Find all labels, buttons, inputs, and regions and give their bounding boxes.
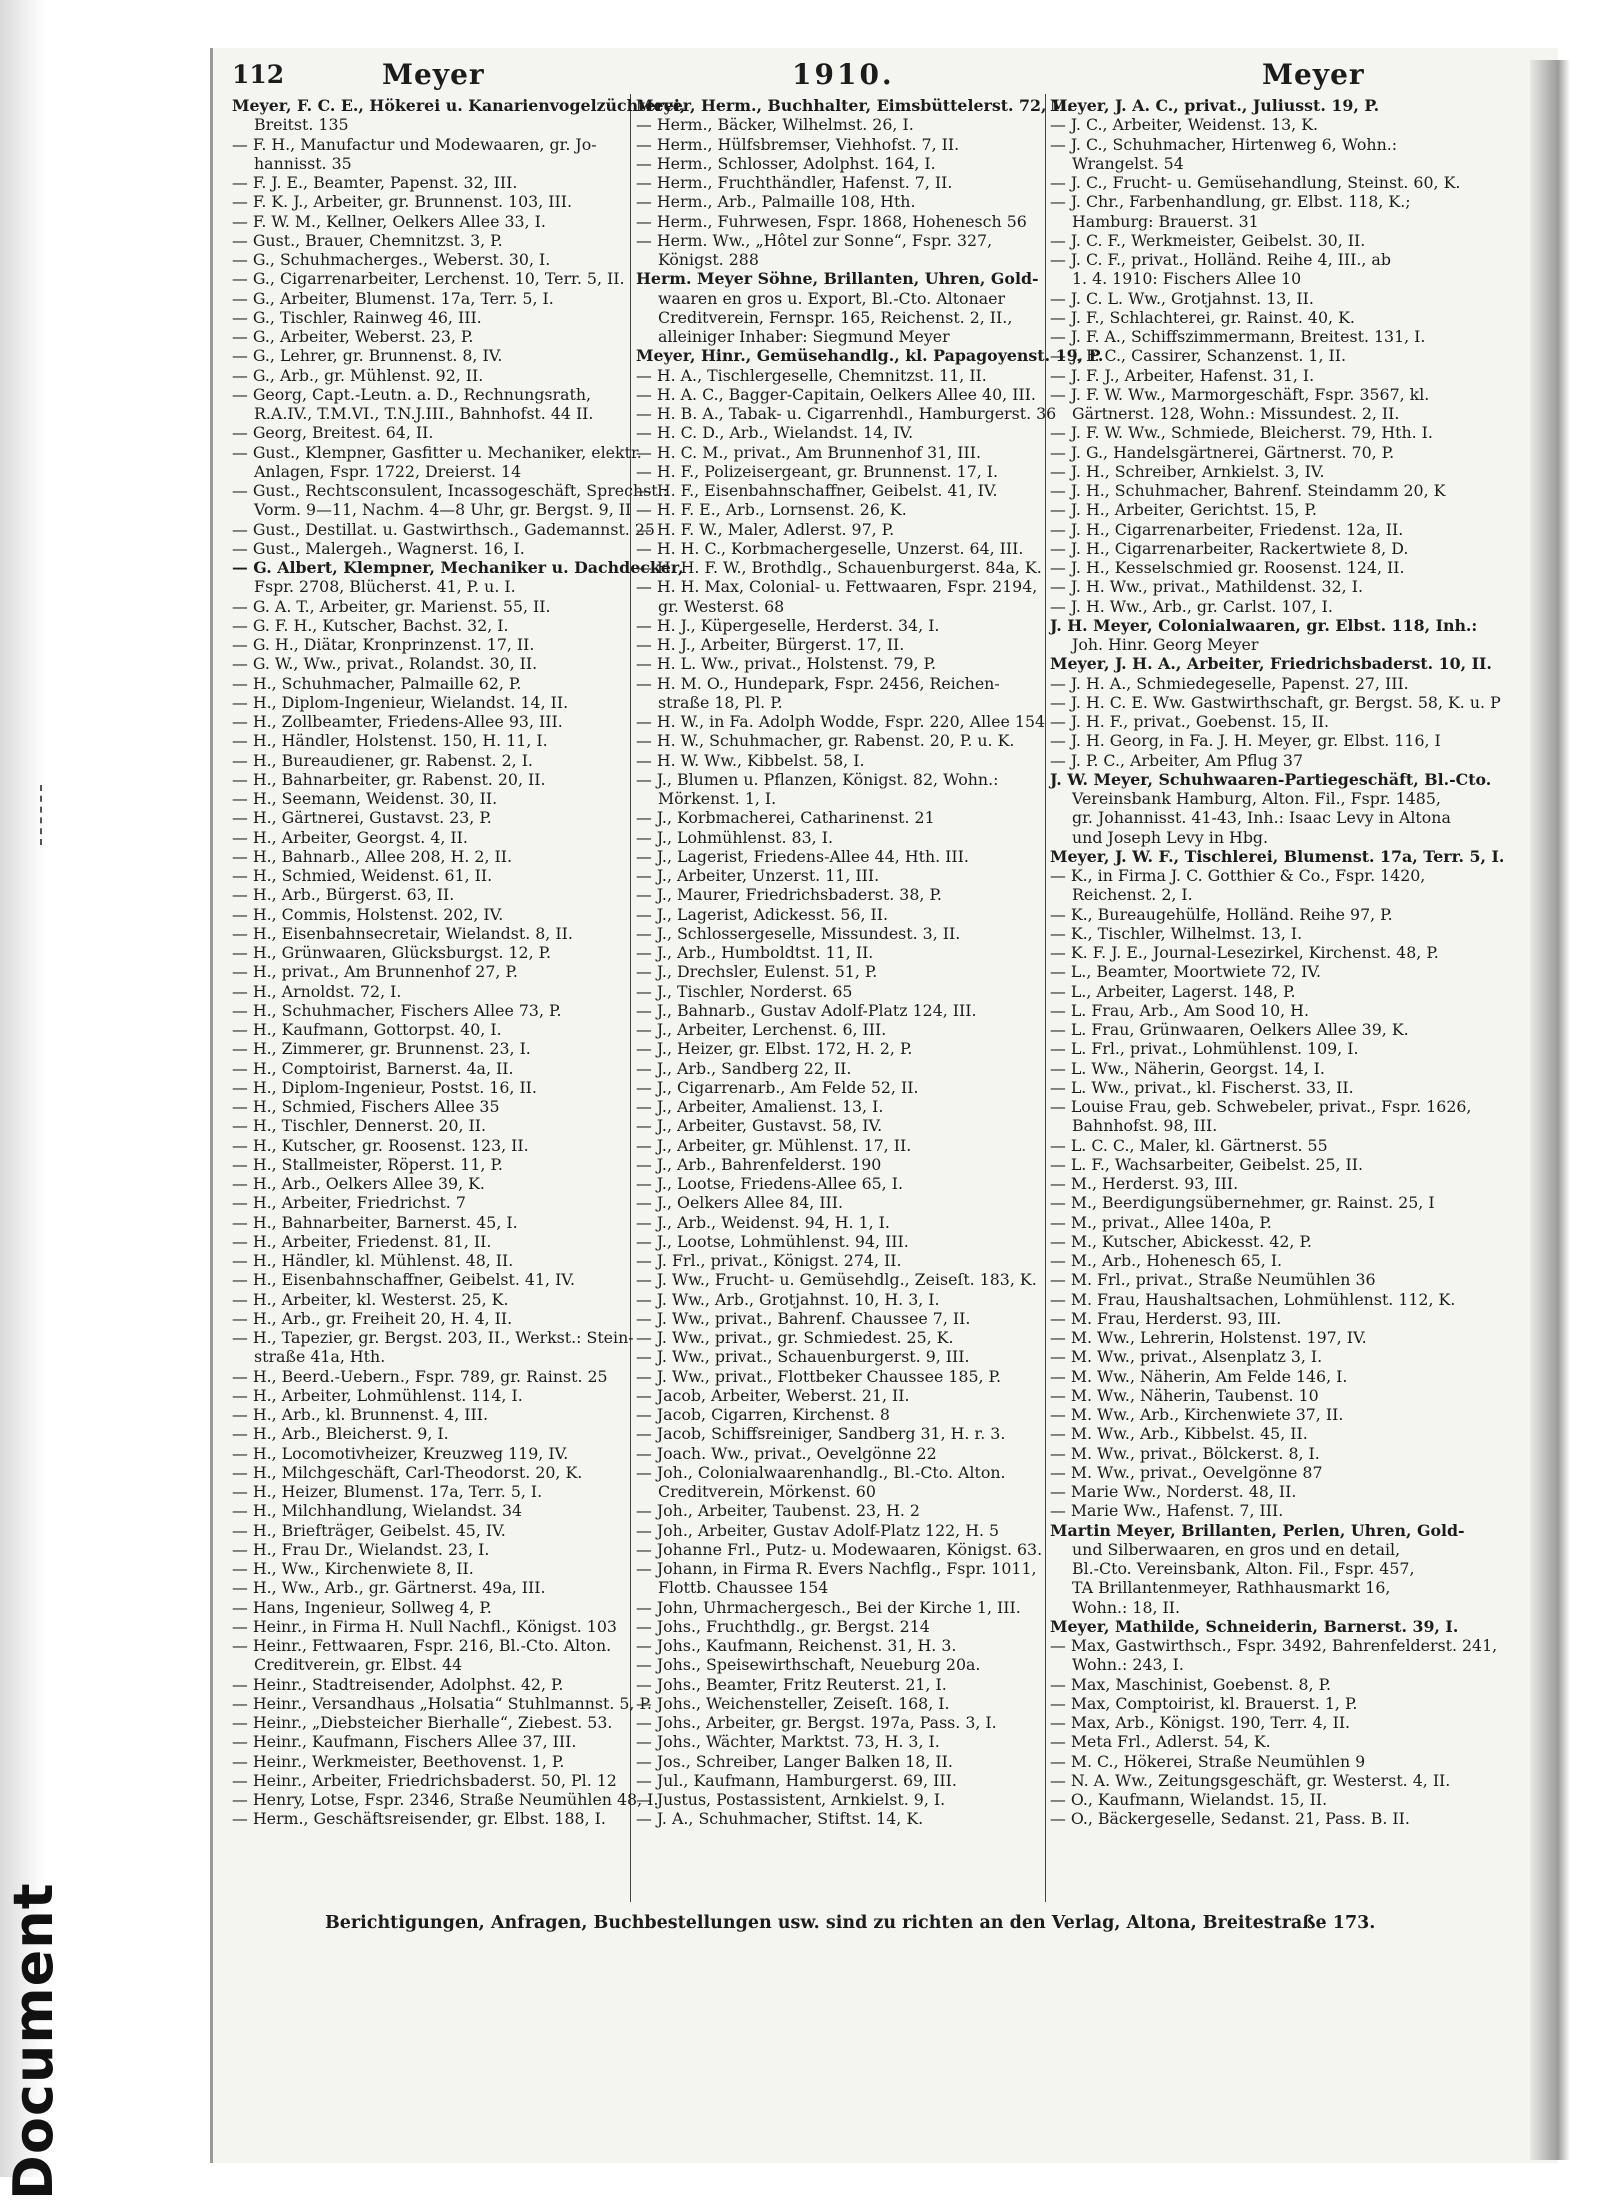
directory-entry-line: — H., Milchgeschäft, Carl-Theodorst. 20, K.: [232, 1462, 583, 1482]
directory-entry-line: — H., Händler, Holstenst. 150, H. 11, I.: [232, 731, 548, 751]
directory-entry-line: — J., Korbmacherei, Catharinenst. 21: [636, 808, 935, 828]
directory-entry-line: J. H. Meyer, Colonialwaaren, gr. Elbst. 118, Inh.:: [1050, 615, 1478, 635]
directory-entry-line: — J. H., Cigarrenarbeiter, Friedenst. 12a, II.: [1050, 519, 1404, 539]
directory-entry-line: — H. F., Eisenbahnschaffner, Geibelst. 41, IV.: [636, 481, 998, 500]
directory-entry-line: — Gust., Malergeh., Wagnerst. 16, I.: [232, 538, 525, 558]
directory-entry-line: — H., Comptoirist, Barnerst. 4a, II.: [232, 1058, 514, 1078]
directory-entry-line: — H., Gärtnerei, Gustavst. 23, P.: [232, 808, 492, 828]
directory-entry-line: — H., Stallmeister, Röperst. 11, P.: [232, 1154, 503, 1174]
directory-entry-line: — M. Ww., Lehrerin, Holstenst. 197, IV.: [1050, 1328, 1367, 1347]
directory-entry-line: — H., Arb., Bürgerst. 63, II.: [232, 885, 455, 905]
directory-entry-line: — J. C., Arbeiter, Weidenst. 13, K.: [1050, 115, 1319, 135]
directory-entry-line: TA Brillantenmeyer, Rathhausmarkt 16,: [1072, 1578, 1391, 1598]
directory-entry-line: Meyer, J. H. A., Arbeiter, Friedrichsbaderst. 10, II.: [1050, 654, 1492, 674]
directory-entry-line: — J. Frl., privat., Königst. 274, II.: [636, 1251, 902, 1270]
directory-entry-line: — J., Maurer, Friedrichsbaderst. 38, P.: [636, 885, 942, 905]
directory-entry-line: — John, Uhrmachergesch., Bei der Kirche 1, III.: [636, 1597, 1021, 1617]
directory-entry-line: — Herm. Ww., „Hôtel zur Sonne“, Fspr. 327,: [636, 230, 993, 250]
directory-entry-line: — H., Kaufmann, Gottorpst. 40, I.: [232, 1020, 502, 1039]
directory-entry-line: — H., Zimmerer, gr. Brunnenst. 23, I.: [232, 1039, 531, 1059]
directory-entry-line: — Herm., Geschäftsreisender, gr. Elbst. 188, I.: [232, 1809, 606, 1829]
directory-entry-line: — G. H., Diätar, Kronprinzenst. 17, II.: [232, 635, 535, 654]
directory-entry-line: — J. Chr., Farbenhandlung, gr. Elbst. 118, K.;: [1050, 192, 1411, 212]
directory-entry-line: — J., Heizer, gr. Elbst. 172, H. 2, P.: [636, 1039, 913, 1059]
directory-entry-line: — M., Arb., Hohenesch 65, I.: [1050, 1251, 1283, 1270]
directory-entry-line: waaren en gros u. Export, Bl.-Cto. Altonaer: [658, 288, 1006, 308]
directory-column-2: [636, 96, 1104, 1829]
directory-entry-line: — K., Tischler, Wilhelmst. 13, I.: [1050, 923, 1303, 943]
directory-entry-line: und Joseph Levy in Hbg.: [1072, 827, 1269, 847]
directory-entry-line: — H., Eisenbahnsecretair, Wielandst. 8, II.: [232, 923, 573, 943]
directory-entry-line: — J. H., Cigarrenarbeiter, Rackertwiete 8, D.: [1050, 538, 1409, 558]
directory-entry-line: — F. K. J., Arbeiter, gr. Brunnenst. 103, III.: [232, 192, 573, 212]
directory-entry-line: gr. Westerst. 68: [658, 596, 785, 616]
directory-entry-line: Flottb. Chaussee 154: [658, 1578, 829, 1598]
directory-entry-line: — M., Kutscher, Abickesst. 42, P.: [1050, 1231, 1312, 1251]
directory-entry-line: Meyer, J. A. C., privat., Juliusst. 19, P.: [1050, 96, 1380, 115]
directory-entry-line: — H. F. E., Arb., Lornsenst. 26, K.: [636, 500, 907, 520]
directory-entry-line: — J., Arbeiter, Lerchenst. 6, III.: [636, 1020, 887, 1039]
directory-entry-line: — H. A. C., Bagger-Capitain, Oelkers Allee 40, III.: [636, 384, 1036, 404]
directory-entry-line: — J., Oelkers Allee 84, III.: [636, 1193, 844, 1213]
directory-entry-line: — Heinr., in Firma H. Null Nachfl., Königst. 103: [232, 1616, 617, 1636]
directory-entry-line: — J. F. C., Cassirer, Schanzenst. 1, II.: [1050, 346, 1346, 366]
directory-entry-line: — Jacob, Cigarren, Kirchenst. 8: [636, 1405, 890, 1424]
directory-entry-line: straße 18, Pl. P.: [658, 692, 783, 712]
directory-entry-line: — J. F. A., Schiffszimmermann, Breitest. 131, I.: [1050, 327, 1426, 346]
directory-entry-line: — Georg, Breitest. 64, II.: [232, 423, 434, 443]
directory-entry-line: Creditverein, Fernspr. 165, Reichenst. 2, II.,: [658, 307, 1013, 327]
directory-entry-line: — J. H. A., Schmiedegeselle, Papenst. 27, III.: [1050, 673, 1409, 693]
directory-entry-line: — H., Tischler, Dennerst. 20, II.: [232, 1116, 487, 1136]
directory-entry-line: — M. C., Hökerei, Straße Neumühlen 9: [1050, 1751, 1366, 1771]
directory-entry-line: — J., Arb., Humboldtst. 11, II.: [636, 943, 874, 962]
directory-entry-line: — J., Arb., Sandberg 22, II.: [636, 1058, 852, 1078]
directory-entry-line: Meyer, Hinr., Gemüsehandlg., kl. Papagoyenst. 19, P.: [636, 346, 1104, 366]
directory-entry-line: — L. Frl., privat., Lohmühlenst. 109, I.: [1050, 1039, 1359, 1059]
directory-entry-line: — M. Frl., privat., Straße Neumühlen 36: [1050, 1270, 1376, 1290]
directory-entry-line: Herm. Meyer Söhne, Brillanten, Uhren, Gold-: [636, 269, 1039, 289]
directory-entry-line: — Gust., Destillat. u. Gastwirthsch., Gademannst. 25: [232, 519, 655, 539]
directory-entry-line: — J. H., Schuhmacher, Bahrenf. Steindamm 20, K: [1050, 481, 1446, 500]
directory-entry-line: — H. F. W., Maler, Adlerst. 97, P.: [636, 519, 895, 539]
directory-entry-line: — H., Frau Dr., Wielandst. 23, I.: [232, 1539, 490, 1559]
margin-dashed-line: [40, 785, 44, 845]
directory-entry-line: — H., Schmied, Weidenst. 61, II.: [232, 866, 493, 885]
directory-entry-line: — Joh., Arbeiter, Gustav Adolf-Platz 122, H. 5: [636, 1520, 1000, 1540]
directory-entry-line: — Heinr., Arbeiter, Friedrichsbaderst. 50, Pl. 12: [232, 1770, 617, 1790]
directory-entry-line: — Johs., Weichensteller, Zeiseſt. 168, I.: [636, 1693, 950, 1713]
directory-entry-line: — Johs., Beamter, Fritz Reuterst. 21, I.: [636, 1674, 947, 1694]
directory-entry-line: — Max, Maschinist, Goebenst. 8, P.: [1050, 1674, 1332, 1694]
directory-entry-line: — J., Arbeiter, Amalienst. 13, I.: [636, 1097, 884, 1116]
page-header: [232, 58, 1365, 92]
directory-entry-line: — Heinr., Stadtreisender, Adolphst. 42, P.: [232, 1674, 564, 1694]
directory-entry-line: Meyer, Herm., Buchhalter, Eimsbüttelerst. 72, II.: [636, 96, 1073, 115]
directory-entry-line: — J., Lootse, Lohmühlenst. 94, III.: [636, 1231, 909, 1251]
directory-entry-line: — H., Ww., Kirchenwiete 8, II.: [232, 1559, 474, 1578]
directory-entry-line: — J. Ww., privat., gr. Schmiedest. 25, K.: [636, 1328, 954, 1347]
directory-entry-line: — M. Ww., Arb., Kibbelst. 45, II.: [1050, 1424, 1308, 1444]
directory-entry-line: — M. Ww., Arb., Kirchenwiete 37, II.: [1050, 1405, 1344, 1424]
directory-entry-line: — Jos., Schreiber, Langer Balken 18, II.: [636, 1751, 953, 1771]
directory-entry-line: — J. Ww., Arb., Grotjahnst. 10, H. 3, I.: [636, 1289, 940, 1309]
directory-entry-line: — H. J., Küpergeselle, Herderst. 34, I.: [636, 615, 940, 635]
directory-entry-line: — H. M. O., Hundepark, Fspr. 2456, Reichen-: [636, 673, 1000, 693]
directory-entry-line: J. W. Meyer, Schuhwaaren-Partiegeschäft, Bl.-Cto.: [1050, 769, 1492, 789]
directory-entry-line: — J., Schlossergeselle, Missundest. 3, II.: [636, 923, 961, 943]
directory-entry-line: — J., Blumen u. Pflanzen, Königst. 82, Wohn.:: [636, 769, 999, 789]
directory-entry-line: — J. C. F., privat., Holländ. Reihe 4, III., ab: [1050, 250, 1391, 269]
directory-entry-line: — H., Schuhmacher, Palmaille 62, P.: [232, 673, 522, 693]
directory-entry-line: — Johann, in Firma R. Evers Nachflg., Fspr. 1011,: [636, 1559, 1037, 1578]
directory-entry-line: — J. H. Ww., Arb., gr. Carlst. 107, I.: [1050, 596, 1333, 616]
directory-entry-line: — H., privat., Am Brunnenhof 27, P.: [232, 962, 518, 982]
directory-entry-line: — Gust., Rechtsconsulent, Incassogeschäft, Sprechst.:: [232, 481, 668, 500]
directory-entry-line: — J., Arb., Weidenst. 94, H. 1, I.: [636, 1212, 890, 1232]
directory-entry-line: — H., Seemann, Weidenst. 30, II.: [232, 789, 498, 808]
directory-entry-line: — Heinr., Kaufmann, Fischers Allee 37, III.: [232, 1732, 577, 1752]
directory-entry-line: — M., privat., Allee 140a, P.: [1050, 1212, 1272, 1232]
directory-entry-line: — H. C. M., privat., Am Brunnenhof 31, III.: [636, 442, 981, 462]
directory-entry-line: — J., Arbeiter, Gustavst. 58, IV.: [636, 1116, 883, 1136]
directory-entry-line: — Hans, Ingenieur, Sollweg 4, P.: [232, 1597, 492, 1617]
directory-entry-line: — J. C. F., Werkmeister, Geibelst. 30, II.: [1050, 230, 1366, 250]
directory-entry-line: — Jacob, Schiffsreiniger, Sandberg 31, H. r. 3.: [636, 1424, 1006, 1444]
directory-entry-line: — O., Bäckergeselle, Sedanst. 21, Pass. B. II.: [1050, 1809, 1410, 1829]
directory-entry-line: — J. H., Arbeiter, Gerichtst. 15, P.: [1050, 500, 1317, 520]
directory-entry-line: — H., Milchhandlung, Wielandst. 34: [232, 1501, 523, 1521]
directory-entry-line: — J. G., Handelsgärtnerei, Gärtnerst. 70, P.: [1050, 442, 1395, 462]
directory-entry-line: — L., Beamter, Moortwiete 72, IV.: [1050, 962, 1322, 982]
directory-entry-line: Meyer, J. W. F., Tischlerei, Blumenst. 17a, Terr. 5, I.: [1050, 846, 1505, 866]
directory-entry-line: — M. Ww., privat., Oevelgönne 87: [1050, 1462, 1323, 1482]
directory-entry-line: — L., Arbeiter, Lagerst. 148, P.: [1050, 981, 1296, 1001]
directory-entry-line: — Herm., Hülfsbremser, Viehhofst. 7, II.: [636, 134, 960, 154]
directory-entry-line: hannisst. 35: [254, 153, 352, 173]
directory-entry-line: — H., Kutscher, gr. Roosenst. 123, II.: [232, 1135, 529, 1155]
directory-entry-line: — M. Ww., privat., Alsenplatz 3, I.: [1050, 1347, 1323, 1367]
directory-entry-line: — K. F. J. E., Journal-Lesezirkel, Kirchenst. 48, P.: [1050, 943, 1439, 962]
directory-entry-line: — H., Arb., kl. Brunnenst. 4, III.: [232, 1405, 488, 1424]
running-head-left: Meyer: [382, 58, 485, 91]
directory-entry-line: Wrangelst. 54: [1072, 153, 1184, 173]
directory-year: 1910.: [792, 58, 895, 91]
directory-entry-line: — G., Lehrer, gr. Brunnenst. 8, IV.: [232, 346, 503, 366]
directory-entry-line: — G. W., Ww., privat., Rolandst. 30, II.: [232, 654, 538, 674]
directory-entry-line: Anlagen, Fspr. 1722, Dreierst. 14: [254, 461, 522, 481]
directory-entry-line: — H., Arb., Oelkers Allee 39, K.: [232, 1174, 485, 1193]
directory-entry-line: Breitst. 135: [254, 115, 349, 135]
directory-entry-line: — K., Bureaugehülfe, Holländ. Reihe 97, P.: [1050, 904, 1393, 924]
directory-entry-line: Reichenst. 2, I.: [1072, 885, 1193, 905]
directory-entry-line: — H. A., Tischlergeselle, Chemnitzst. 11, II.: [636, 365, 987, 385]
directory-entry-line: — Marie Ww., Norderst. 48, II.: [1050, 1482, 1297, 1501]
directory-entry-line: — Gust., Brauer, Chemnitzst. 3, P.: [232, 230, 503, 250]
directory-entry-line: — H., Arbeiter, Friedenst. 81, II.: [232, 1231, 492, 1251]
directory-entry-line: — Herm., Fuhrwesen, Fspr. 1868, Hohenesch 56: [636, 211, 1027, 231]
directory-entry-line: — Heinr., Werkmeister, Beethovenst. 1, P.: [232, 1751, 565, 1771]
directory-entry-line: — Heinr., „Diebsteicher Bierhalle“, Ziebest. 53.: [232, 1713, 613, 1732]
directory-entry-line: — J. F. W. Ww., Marmorgeschäft, Fspr. 3567, kl.: [1050, 384, 1430, 404]
directory-entry-line: — J. C., Schuhmacher, Hirtenweg 6, Wohn.:: [1050, 134, 1398, 154]
directory-entry-line: — H., Briefträger, Geibelst. 45, IV.: [232, 1520, 506, 1540]
directory-entry-line: — J., Drechsler, Eulenst. 51, P.: [636, 962, 878, 982]
directory-entry-line: — J. Ww., privat., Flottbeker Chaussee 185, P.: [636, 1366, 1001, 1386]
directory-entry-line: — J. H. Georg, in Fa. J. H. Meyer, gr. Elbst. 116, I: [1050, 731, 1441, 751]
directory-entry-line: — J., Cigarrenarb., Am Felde 52, II.: [636, 1077, 919, 1097]
directory-entry-line: — M. Frau, Herderst. 93, III.: [1050, 1308, 1282, 1328]
directory-entry-line: — J. C. L. Ww., Grotjahnst. 13, II.: [1050, 288, 1314, 308]
directory-entry-line: — H. H. F. W., Brothdlg., Schauenburgerst. 84a, K.: [636, 558, 1042, 577]
directory-entry-line: — F. J. E., Beamter, Papenst. 32, III.: [232, 173, 518, 192]
directory-entry-line: — G. Albert, Klempner, Mechaniker u. Dachdecker,: [232, 558, 684, 577]
directory-entry-line: — J. H., Schreiber, Arnkielst. 3, IV.: [1050, 461, 1325, 481]
directory-entry-line: Meyer, Mathilde, Schneiderin, Barnerst. 39, I.: [1050, 1616, 1459, 1636]
directory-entry-line: — J. P. C., Arbeiter, Am Pflug 37: [1050, 750, 1304, 770]
directory-entry-line: — H., Arbeiter, kl. Westerst. 25, K.: [232, 1289, 509, 1309]
directory-entry-line: — H. F., Polizeisergeant, gr. Brunnenst. 17, I.: [636, 461, 999, 481]
directory-entry-line: alleiniger Inhaber: Siegmund Meyer: [658, 327, 950, 346]
directory-entry-line: 1. 4. 1910: Fischers Allee 10: [1072, 269, 1302, 289]
directory-entry-line: — J. H., Kesselschmied gr. Roosenst. 124, II.: [1050, 558, 1405, 577]
directory-entry-line: — H. B. A., Tabak- u. Cigarrenhdl., Hamburgerst. 36: [636, 404, 1057, 423]
directory-entry-line: — J., Arb., Bahrenfelderst. 190: [636, 1154, 882, 1174]
directory-entry-line: — H., Eisenbahnschaffner, Geibelst. 41, IV.: [232, 1270, 575, 1290]
directory-entry-line: — J., Lootse, Friedens-Allee 65, I.: [636, 1174, 903, 1193]
margin-watermark: [0, 780, 65, 2200]
directory-entry-line: — Jul., Kaufmann, Hamburgerst. 69, III.: [636, 1770, 957, 1790]
directory-entry-line: — G., Cigarrenarbeiter, Lerchenst. 10, Terr. 5, II.: [232, 269, 625, 289]
directory-entry-line: — H., Beerd.-Uebern., Fspr. 789, gr. Rainst. 25: [232, 1366, 608, 1386]
directory-entry-line: Königst. 288: [658, 250, 759, 269]
directory-entry-line: — G., Arbeiter, Weberst. 23, P.: [232, 327, 474, 346]
directory-entry-line: — L. Ww., Näherin, Georgst. 14, I.: [1050, 1058, 1325, 1078]
directory-entry-line: Mörkenst. 1, I.: [658, 789, 777, 808]
directory-entry-line: — J., Arbeiter, Unzerst. 11, III.: [636, 866, 880, 885]
directory-entry-line: — J. Ww., privat., Schauenburgerst. 9, III.: [636, 1347, 970, 1367]
margin-watermark-text: Document: [2, 1882, 65, 2200]
page-edge-shadow: [1530, 60, 1570, 2160]
directory-column-1: [232, 96, 686, 1829]
directory-entry-line: — Johanne Frl., Putz- u. Modewaaren, Königst. 63.: [636, 1539, 1043, 1559]
directory-entry-line: — H., Bureaudiener, gr. Rabenst. 2, I.: [232, 750, 533, 770]
directory-entry-line: — J. H. Ww., privat., Mathildenst. 32, I.: [1050, 577, 1363, 597]
directory-entry-line: — H., Ww., Arb., gr. Gärtnerst. 49a, III.: [232, 1578, 546, 1598]
directory-entry-line: — K., in Firma J. C. Gotthier & Co., Fspr. 1420,: [1050, 866, 1426, 885]
directory-entry-line: — J. Ww., privat., Bahrenf. Chaussee 7, II.: [636, 1308, 971, 1328]
directory-entry-line: — Herm., Arb., Palmaille 108, Hth.: [636, 192, 916, 212]
directory-entry-line: — H., Arbeiter, Lohmühlenst. 114, I.: [232, 1385, 523, 1405]
directory-entry-line: — Max, Arb., Königst. 190, Terr. 4, II.: [1050, 1713, 1351, 1732]
directory-entry-line: — Henry, Lotse, Fspr. 2346, Straße Neumühlen 48, I.: [232, 1790, 659, 1809]
directory-entry-line: — G. A. T., Arbeiter, gr. Marienst. 55, II.: [232, 596, 551, 616]
directory-entry-line: — H., Zollbeamter, Friedens-Allee 93, III.: [232, 712, 563, 731]
directory-entry-line: — L. F., Wachsarbeiter, Geibelst. 25, II.: [1050, 1154, 1364, 1174]
directory-entry-line: — H., Arb., gr. Freiheit 20, H. 4, II.: [232, 1308, 513, 1328]
directory-entry-line: — M., Herderst. 93, III.: [1050, 1174, 1239, 1193]
directory-entry-line: — M. Ww., privat., Bölckerst. 8, I.: [1050, 1443, 1320, 1463]
directory-entry-line: — G., Tischler, Rainweg 46, III.: [232, 307, 482, 327]
directory-entry-line: — Johs., Arbeiter, gr. Bergst. 197a, Pass. 3, I.: [636, 1713, 997, 1732]
directory-entry-line: Bahnhofst. 98, III.: [1072, 1116, 1218, 1136]
directory-entry-line: — Johs., Fruchthdlg., gr. Bergst. 214: [636, 1616, 930, 1636]
directory-entry-line: — H., Commis, Holstenst. 202, IV.: [232, 904, 504, 924]
directory-entry-line: — H., Arbeiter, Georgst. 4, II.: [232, 827, 468, 847]
directory-entry-line: — H., Diplom-Ingenieur, Postst. 16, II.: [232, 1077, 537, 1097]
directory-entry-line: — Gust., Klempner, Gasfitter u. Mechaniker, elektr.: [232, 442, 642, 462]
directory-entry-line: — J. H. C. E. Ww. Gastwirthschaft, gr. Bergst. 58, K. u. P: [1050, 692, 1501, 712]
directory-entry-line: Fspr. 2708, Blücherst. 41, P. u. I.: [254, 577, 516, 597]
directory-entry-line: — Louise Frau, geb. Schwebeler, privat., Fspr. 1626,: [1050, 1097, 1472, 1116]
directory-entry-line: — J. Ww., Frucht- u. Gemüsehdlg., Zeiseſt. 183, K.: [636, 1270, 1037, 1290]
directory-entry-line: — H., Schmied, Fischers Allee 35: [232, 1097, 500, 1116]
page-number: 112: [232, 60, 285, 89]
directory-entry-line: — H. H. C., Korbmachergeselle, Unzerst. 64, III.: [636, 538, 1024, 558]
directory-entry-line: — J. A., Schuhmacher, Stiftst. 14, K.: [636, 1809, 924, 1829]
directory-entry-line: — H., Locomotivheizer, Kreuzweg 119, IV.: [232, 1443, 569, 1463]
directory-entry-line: — J., Arbeiter, gr. Mühlenst. 17, II.: [636, 1135, 912, 1155]
directory-entry-line: — J., Lagerist, Adickesst. 56, II.: [636, 904, 889, 924]
directory-entry-line: — M., Beerdigungsübernehmer, gr. Rainst. 25, I: [1050, 1193, 1435, 1213]
directory-entry-line: — Herm., Fruchthändler, Hafenst. 7, II.: [636, 173, 953, 192]
directory-entry-line: Martin Meyer, Brillanten, Perlen, Uhren, Gold-: [1050, 1520, 1465, 1540]
directory-entry-line: — H. L. Ww., privat., Holstenst. 79, P.: [636, 654, 936, 674]
directory-entry-line: — H. W., in Fa. Adolph Wodde, Fspr. 220, Allee 154: [636, 712, 1046, 731]
directory-entry-line: Bl.-Cto. Vereinsbank, Alton. Fil., Fspr. 457,: [1072, 1559, 1415, 1578]
directory-column-3: [1050, 96, 1505, 1829]
directory-entry-line: Meyer, F. C. E., Hökerei u. Kanarienvogelzüchterei,: [232, 96, 686, 115]
directory-entry-line: Vorm. 9—11, Nachm. 4—8 Uhr, gr. Bergst. 9, II: [254, 500, 632, 520]
directory-entry-line: Wohn.: 18, II.: [1072, 1597, 1181, 1617]
directory-entry-line: — Joach. Ww., privat., Oevelgönne 22: [636, 1443, 937, 1463]
directory-entry-line: Vereinsbank Hamburg, Alton. Fil., Fspr. 1485,: [1072, 789, 1441, 808]
page-footer-notice: Berichtigungen, Anfragen, Buchbestellungen usw. sind zu richten an den Verlag, Altona, Breitestraße 173.: [325, 1913, 1376, 1933]
directory-entry-line: — M. Frau, Haushaltsachen, Lohmühlenst. 112, K.: [1050, 1289, 1456, 1309]
directory-entry-line: — J. F., Schlachterei, gr. Rainst. 40, K.: [1050, 307, 1355, 327]
running-head-right: Meyer: [1262, 58, 1365, 91]
directory-entry-line: — Heinr., Fettwaaren, Fspr. 216, Bl.-Cto. Alton.: [232, 1636, 612, 1655]
directory-entry-line: — H. W. Ww., Kibbelst. 58, I.: [636, 750, 865, 770]
directory-entry-line: — J., Tischler, Norderst. 65: [636, 981, 853, 1001]
directory-entry-line: Hamburg: Brauerst. 31: [1072, 211, 1259, 231]
directory-entry-line: und Silberwaaren, en gros und en detail,: [1072, 1539, 1401, 1559]
directory-entry-line: — G., Schuhmacherges., Weberst. 30, I.: [232, 250, 551, 269]
directory-entry-line: — H., Arnoldst. 72, I.: [232, 981, 402, 1001]
directory-entry-line: — Johs., Kaufmann, Reichenst. 31, H. 3.: [636, 1636, 957, 1655]
directory-entry-line: R.A.IV., T.M.VI., T.N.J.III., Bahnhofst. 44 II.: [254, 404, 594, 423]
directory-entry-line: — J. C., Frucht- u. Gemüsehandlung, Steinst. 60, K.: [1050, 173, 1461, 192]
directory-entry-line: — N. A. Ww., Zeitungsgeschäft, gr. Westerst. 4, II.: [1050, 1770, 1451, 1790]
directory-entry-line: — G. F. H., Kutscher, Bachst. 32, I.: [232, 615, 509, 635]
directory-entry-line: — H., Händler, kl. Mühlenst. 48, II.: [232, 1251, 514, 1270]
directory-entry-line: — Max, Comptoirist, kl. Brauerst. 1, P.: [1050, 1693, 1358, 1713]
directory-entry-line: — Joh., Colonialwaarenhandlg., Bl.-Cto. Alton.: [636, 1462, 1006, 1482]
directory-entry-line: Joh. Hinr. Georg Meyer: [1072, 635, 1259, 654]
directory-entry-line: — H., Diplom-Ingenieur, Wielandst. 14, II.: [232, 692, 569, 712]
directory-entry-line: — H. J., Arbeiter, Bürgerst. 17, II.: [636, 635, 905, 654]
directory-entry-line: — Justus, Postassistent, Arnkielst. 9, I.: [636, 1790, 946, 1809]
directory-entry-line: — J., Bahnarb., Gustav Adolf-Platz 124, III.: [636, 1000, 977, 1020]
directory-entry-line: — J., Lohmühlenst. 83, I.: [636, 827, 833, 847]
directory-entry-line: — M. Ww., Näherin, Am Felde 146, I.: [1050, 1366, 1348, 1386]
directory-entry-line: — H., Grünwaaren, Glücksburgst. 12, P.: [232, 943, 552, 962]
directory-entry-line: — J. F. W. Ww., Schmiede, Bleicherst. 79, Hth. I.: [1050, 423, 1433, 443]
directory-entry-line: Gärtnerst. 128, Wohn.: Missundest. 2, II.: [1072, 404, 1400, 423]
directory-entry-line: — Jacob, Arbeiter, Weberst. 21, II.: [636, 1385, 910, 1405]
column-rule-right: [1045, 94, 1046, 1902]
directory-entry-line: Wohn.: 243, I.: [1072, 1655, 1184, 1675]
directory-entry-line: — H., Arbeiter, Friedrichst. 7: [232, 1193, 466, 1213]
directory-entry-line: — M. Ww., Näherin, Taubenst. 10: [1050, 1385, 1319, 1405]
directory-entry-line: — H. C. D., Arb., Wielandst. 14, IV.: [636, 423, 914, 443]
directory-entry-line: — H., Schuhmacher, Fischers Allee 73, P.: [232, 1000, 562, 1020]
directory-entry-line: gr. Johannisst. 41-43, Inh.: Isaac Levy in Altona: [1072, 808, 1451, 828]
column-rule-left: [630, 94, 631, 1902]
directory-entry-line: — Joh., Arbeiter, Taubenst. 23, H. 2: [636, 1501, 920, 1521]
directory-entry-line: — L. Ww., privat., kl. Fischerst. 33, II.: [1050, 1077, 1354, 1097]
directory-entry-line: straße 41a, Hth.: [254, 1347, 386, 1367]
directory-entry-line: — G., Arbeiter, Blumenst. 17a, Terr. 5, I.: [232, 288, 554, 308]
directory-entry-line: — Meta Frl., Adlerst. 54, K.: [1050, 1732, 1271, 1752]
directory-entry-line: — Johs., Speisewirthschaft, Neueburg 20a.: [636, 1655, 981, 1675]
directory-entry-line: — H., Bahnarbeiter, Barnerst. 45, I.: [232, 1212, 518, 1232]
directory-entry-line: — Herm., Schlosser, Adolphst. 164, I.: [636, 153, 936, 173]
directory-entry-line: — H., Bahnarbeiter, gr. Rabenst. 20, II.: [232, 769, 546, 789]
directory-entry-line: — Georg, Capt.-Leutn. a. D., Rechnungsrath,: [232, 384, 592, 404]
directory-entry-line: — Max, Gastwirthsch., Fspr. 3492, Bahrenfelderst. 241,: [1050, 1636, 1498, 1655]
directory-entry-line: — Marie Ww., Hafenst. 7, III.: [1050, 1501, 1284, 1521]
directory-entry-line: — H., Tapezier, gr. Bergst. 203, II., Werkst.: Stein-: [232, 1328, 634, 1347]
directory-entry-line: — F. W. M., Kellner, Oelkers Allee 33, I.: [232, 211, 546, 231]
directory-entry-line: — Johs., Wächter, Marktst. 73, H. 3, I.: [636, 1732, 940, 1752]
directory-entry-line: — Heinr., Versandhaus „Holsatia“ Stuhlmannst. 5, P.: [232, 1693, 652, 1713]
directory-entry-line: — H., Arb., Bleicherst. 9, I.: [232, 1424, 449, 1444]
directory-entry-line: — F. H., Manufactur und Modewaaren, gr. Jo-: [232, 134, 597, 154]
directory-entry-line: — H., Bahnarb., Allee 208, H. 2, II.: [232, 846, 513, 866]
directory-entry-line: — L. Frau, Arb., Am Sood 10, H.: [1050, 1000, 1309, 1020]
directory-entry-line: — H. W., Schuhmacher, gr. Rabenst. 20, P. u. K.: [636, 731, 1015, 751]
directory-entry-line: — J. H. F., privat., Goebenst. 15, II.: [1050, 712, 1330, 731]
directory-entry-line: — G., Arb., gr. Mühlenst. 92, II.: [232, 365, 484, 385]
directory-entry-line: — H. H. Max, Colonial- u. Fettwaaren, Fspr. 2194,: [636, 577, 1038, 597]
directory-entry-line: Creditverein, gr. Elbst. 44: [254, 1655, 463, 1675]
directory-entry-line: Creditverein, Mörkenst. 60: [658, 1482, 876, 1501]
directory-entry-line: — J. F. J., Arbeiter, Hafenst. 31, I.: [1050, 365, 1315, 385]
directory-entry-line: — L. Frau, Grünwaaren, Oelkers Allee 39, K.: [1050, 1020, 1409, 1039]
directory-entry-line: — H., Heizer, Blumenst. 17a, Terr. 5, I.: [232, 1482, 543, 1501]
directory-entry-line: — Herm., Bäcker, Wilhelmst. 26, I.: [636, 115, 914, 135]
directory-entry-line: — O., Kaufmann, Wielandst. 15, II.: [1050, 1790, 1328, 1809]
directory-entry-line: — L. C. C., Maler, kl. Gärtnerst. 55: [1050, 1135, 1328, 1155]
directory-entry-line: — J., Lagerist, Friedens-Allee 44, Hth. III.: [636, 846, 969, 866]
